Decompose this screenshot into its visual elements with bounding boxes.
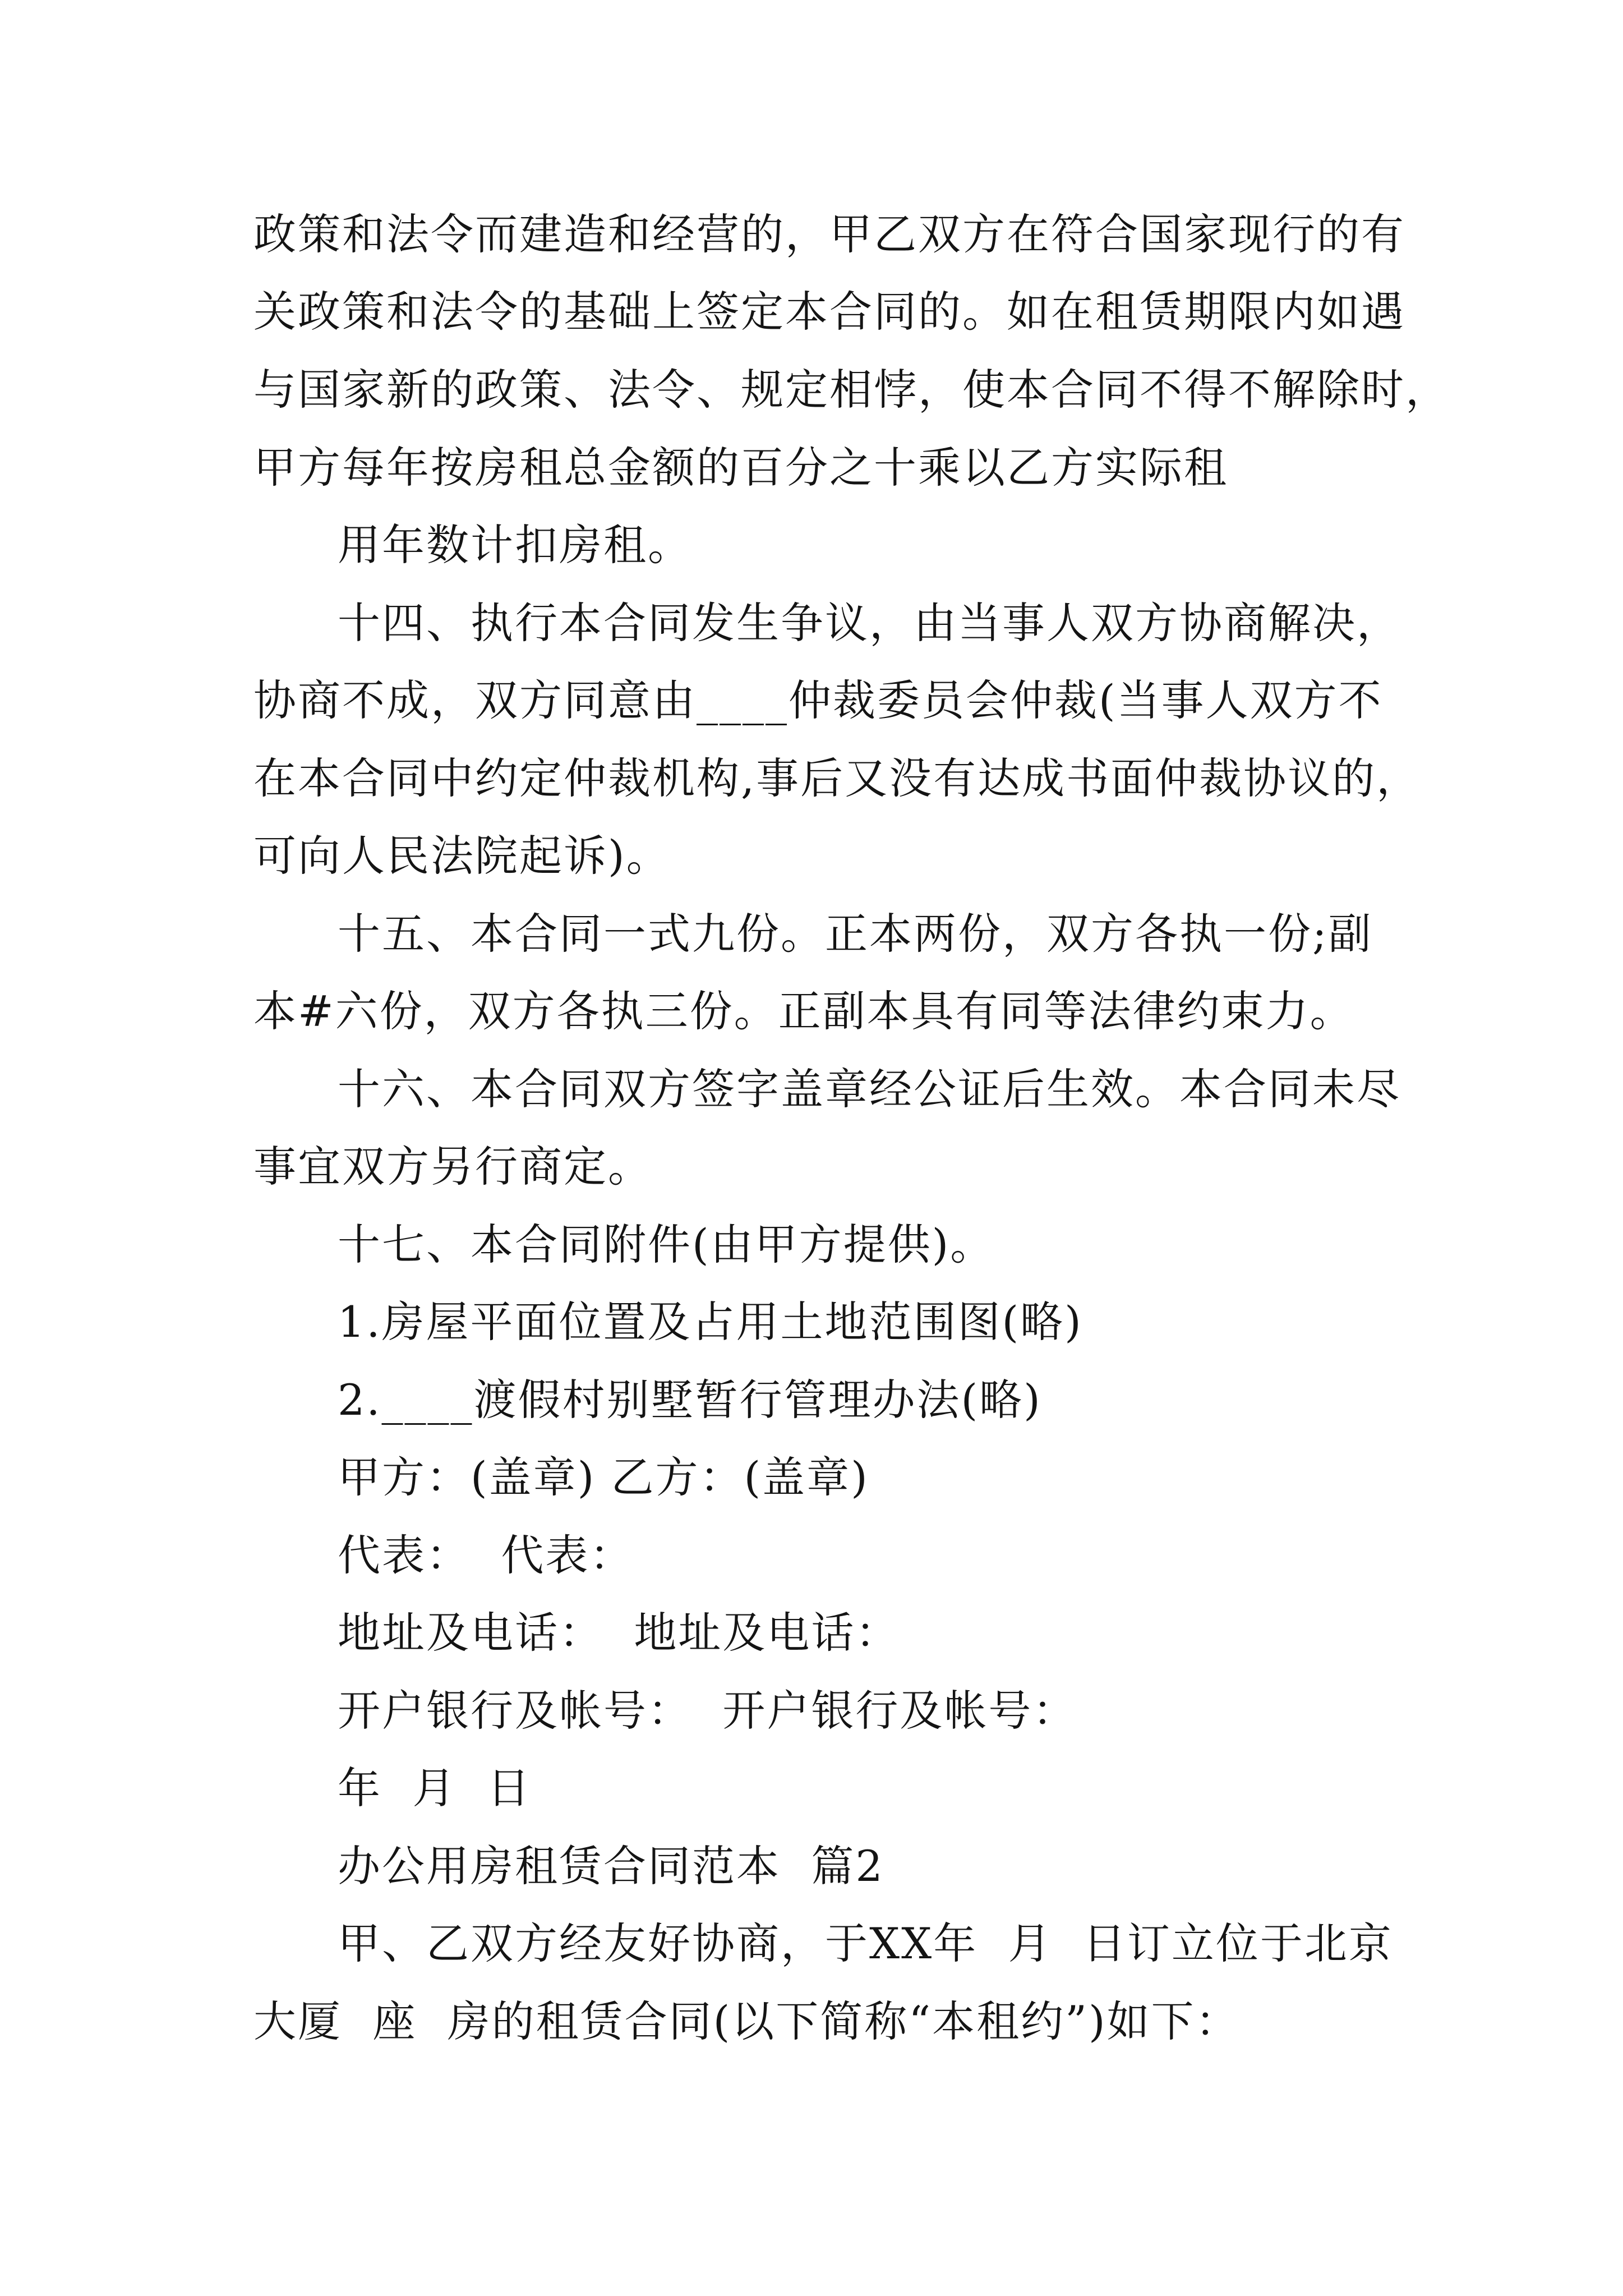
text-line: 十五、本合同一式九份。正本两份，双方各执一份;副 <box>338 909 1373 959</box>
text-line: 十七、本合同附件(由甲方提供)。 <box>338 1220 995 1269</box>
text-line: 年 月 日 <box>338 1763 532 1813</box>
text-line: 关政策和法令的基础上签定本合同的。如在租赁期限内如遇 <box>253 287 1405 337</box>
text-line: 事宜双方另行商定。 <box>253 1142 652 1191</box>
text-line: 地址及电话： 地址及电话： <box>338 1608 900 1658</box>
text-line: 在本合同中约定仲裁机构,事后又没有达成书面仲裁协议的， <box>253 753 1421 803</box>
text-line: 本#六份，双方各执三份。正副本具有同等法律约束力。 <box>253 986 1354 1036</box>
text-line: 甲方每年按房租总金额的百分之十乘以乙方实际租 <box>253 443 1228 493</box>
text-line: 甲方：(盖章) 乙方：(盖章) <box>338 1452 869 1502</box>
text-line: 2.____渡假村别墅暂行管理办法(略) <box>338 1375 1042 1425</box>
text-line: 甲、乙双方经友好协商，于XX年 月 日订立位于北京 <box>338 1918 1393 1968</box>
text-line: 可向人民法院起诉)。 <box>253 831 671 881</box>
text-line: 协商不成，双方同意由____仲裁委员会仲裁(当事人双方不 <box>253 675 1383 725</box>
section-heading: 办公用房租赁合同范本 篇2 <box>338 1841 884 1891</box>
text-line: 用年数计扣房租。 <box>338 520 692 570</box>
text-line: 代表： 代表： <box>338 1530 634 1580</box>
text-line: 十四、执行本合同发生争议，由当事人双方协商解决， <box>338 598 1401 648</box>
text-line: 1.房屋平面位置及占用土地范围图(略) <box>338 1297 1083 1347</box>
text-line: 与国家新的政策、法令、规定相悖，使本合同不得不解除时， <box>253 365 1450 415</box>
text-line: 开户银行及帐号： 开户银行及帐号： <box>338 1686 1077 1736</box>
text-line: 十六、本合同双方签字盖章经公证后生效。本合同未尽 <box>338 1064 1401 1114</box>
text-line: 大厦 座 房的租赁合同(以下简称“本租约”)如下： <box>253 1996 1240 2046</box>
text-line: 政策和法令而建造和经营的，甲乙双方在符合国家现行的有 <box>253 209 1405 259</box>
